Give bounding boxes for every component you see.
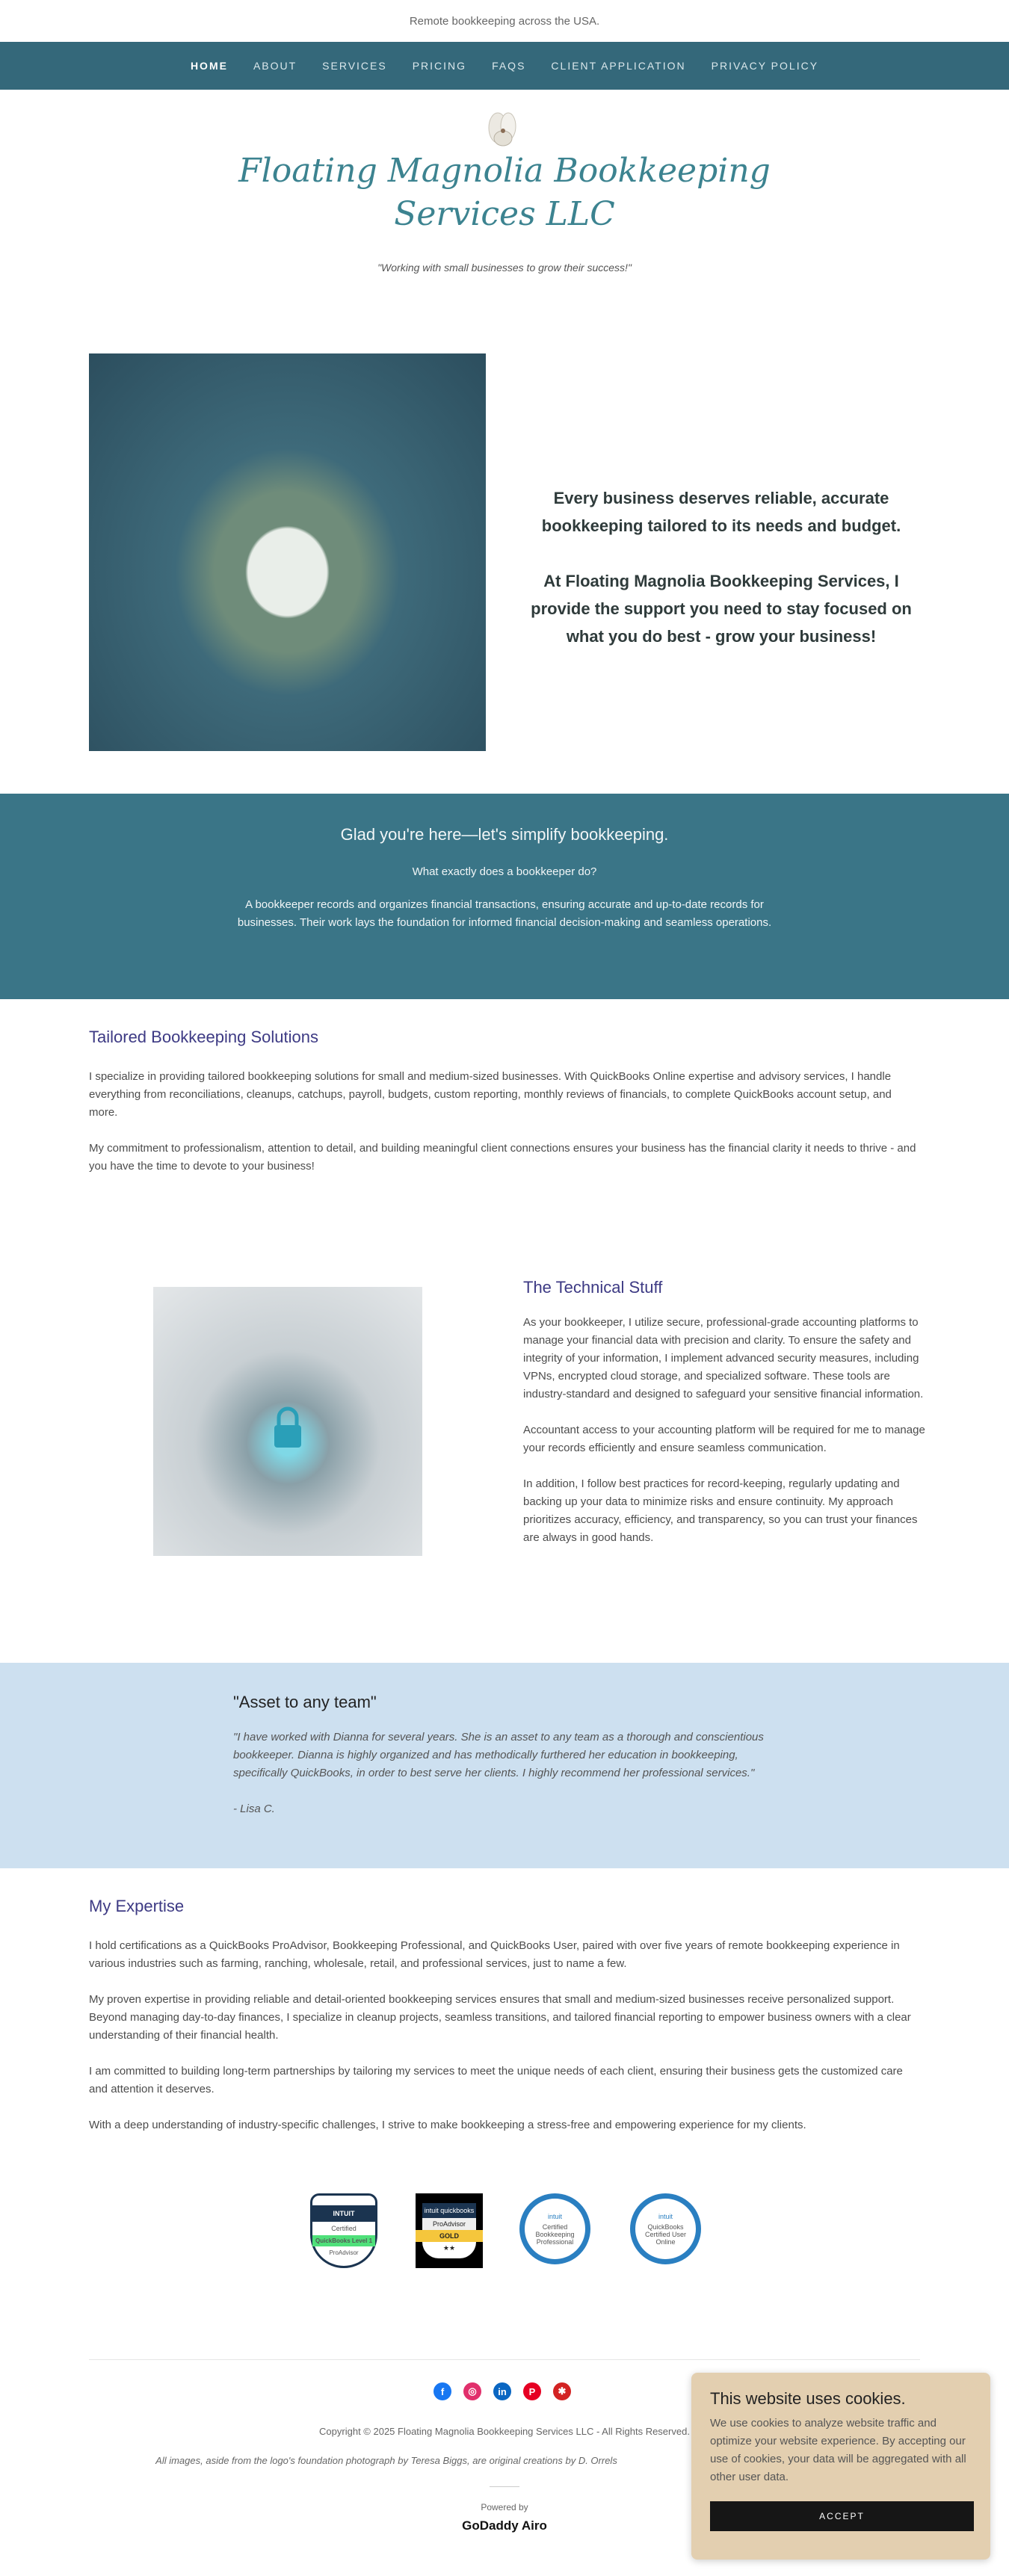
cookie-title: This website uses cookies.: [710, 2389, 906, 2408]
testimonial-section: [0, 1663, 1009, 1868]
tailored-paragraph: My commitment to professionalism, attention to detail, and building meaningful client connections ensures your business has the financial clarity it needs to thrive - and you have the time to devote to your business!: [89, 1142, 916, 1173]
nav-privacy-policy[interactable]: PRIVACY POLICY: [711, 60, 819, 72]
image-credits: All images, aside from the logo's foundation photograph by Teresa Biggs, are original creations by D. Orrels: [155, 2455, 617, 2466]
technical-paragraph: As your bookkeeper, I utilize secure, professional-grade accounting platforms to manage your financial data with precision and clarity. To ensure the safety and integrity of your information, I implement advanced security measures, including VPNs, encrypted cloud storage, and specialized software. These tools are industry-standard and designed to safeguard your sensitive financial information.: [523, 1316, 924, 1400]
footer-divider: [89, 2359, 920, 2360]
cookie-banner: [691, 2373, 990, 2560]
technical-paragraph: Accountant access to your accounting platform will be required for me to manage your records efficiently and ensure seamless communication.: [523, 1424, 925, 1454]
nav-home[interactable]: HOME: [190, 60, 228, 72]
badge-mid: ProAdvisor: [422, 2218, 476, 2230]
badge-bottom: ★★: [422, 2242, 476, 2258]
social-links: [433, 2382, 571, 2400]
main-nav: [0, 42, 1009, 90]
expertise-paragraph: With a deep understanding of industry-specific challenges, I strive to make bookkeeping a stress-free and empowering experience for my clients.: [89, 2119, 806, 2131]
expertise-section: [89, 1897, 920, 2152]
badge-mid: Certified: [331, 2225, 357, 2232]
testimonial-author: - Lisa C.: [233, 1803, 275, 1815]
yelp-icon[interactable]: ✱: [553, 2382, 571, 2400]
footer-small-divider: [490, 2486, 519, 2487]
technical-paragraph: In addition, I follow best practices for record-keeping, regularly updating and backing up your data to minimize risks and ensure continuity. My approach prioritizes accuracy, efficiency, and transparency, so you can trust your finances are always in good hands.: [523, 1477, 918, 1544]
intro-band: [0, 794, 1009, 999]
hero-text: [523, 484, 919, 650]
badge-quickbooks-level1: [310, 2193, 377, 2268]
technical-section: [523, 1278, 927, 1565]
cookie-text: We use cookies to analyze website traffic and optimize your website experience. By accepting our use of cookies, your data will be aggregated with all other user data.: [710, 2417, 966, 2483]
badge-mid: Certified Bookkeeping Professional: [535, 2223, 575, 2246]
tailored-section: [89, 1028, 920, 1193]
badge-band: GOLD: [416, 2230, 483, 2242]
hero-line-1: Every business deserves reliable, accurate bookkeeping tailored to its needs and budget.: [541, 489, 901, 535]
linkedin-icon[interactable]: in: [493, 2382, 511, 2400]
badge-top: intuit: [547, 2212, 562, 2220]
intro-heading: Glad you're here—let's simplify bookkeeping.: [340, 825, 669, 844]
intro-question: What exactly does a bookkeeper do?: [412, 865, 597, 878]
badge-band: QuickBooks Level 1: [312, 2235, 375, 2246]
tailored-paragraph: I specialize in providing tailored bookkeeping solutions for small and medium-sized businesses. With QuickBooks Online expertise and advisory services, I handle everything from reconciliations, cleanups, catchups, payroll, budgets, custom reporting, monthly reviews of financials, to complete QuickBooks account setup, and more.: [89, 1070, 892, 1119]
hero-magnolia-image: [89, 353, 486, 751]
intro-answer: A bookkeeper records and organizes financial transactions, ensuring accurate and up-to-date records for businesses. Their work lays the foundation for informed financial decision-making and seamless operations.: [237, 898, 772, 929]
badge-certified-bookkeeping-professional: [519, 2193, 590, 2264]
technical-security-image: [153, 1287, 422, 1556]
expertise-paragraph: I hold certifications as a QuickBooks ProAdvisor, Bookkeeping Professional, and QuickBooks User, paired with over five years of remote bookkeeping experience in various industries such as farming, ranching, wholesale, retail, and professional services, just to name a few.: [89, 1939, 900, 1970]
copyright: Copyright © 2025 Floating Magnolia Bookkeeping Services LLC - All Rights Reserved.: [319, 2426, 690, 2437]
accept-cookies-button[interactable]: ACCEPT: [710, 2501, 974, 2531]
nav-faqs[interactable]: FAQS: [492, 60, 526, 72]
announcement-text: Remote bookkeeping across the USA.: [409, 14, 600, 28]
testimonial-title: "Asset to any team": [233, 1693, 377, 1711]
expertise-paragraph: My proven expertise in providing reliable and detail-oriented bookkeeping services ensures that small and medium-sized businesses receive personalized support. Beyond managing day-to-day finances, I specialize in cleanup projects, seamless transitions, and tailored financial reporting to empower business owners with a clear understanding of their financial health.: [89, 1993, 911, 2042]
testimonial-quote: "I have worked with Dianna for several years. She is an asset to any team as a thorough and conscientious bookkeeper. Dianna is highly organized and has methodically furthered her education in bookkeeping, specifically QuickBooks, in order to best serve her clients. I highly recommend her professional services.": [233, 1731, 764, 1779]
nav-about[interactable]: ABOUT: [253, 60, 297, 72]
pinterest-icon[interactable]: P: [523, 2382, 541, 2400]
instagram-icon[interactable]: ◎: [463, 2382, 481, 2400]
lock-icon: [153, 1287, 422, 1556]
nav-pricing[interactable]: PRICING: [412, 60, 467, 72]
badge-top: intuit: [658, 2212, 673, 2220]
badge-proadvisor-gold: [416, 2193, 483, 2268]
facebook-icon[interactable]: f: [433, 2382, 451, 2400]
expertise-heading: My Expertise: [89, 1897, 185, 1915]
site-title: Floating Magnolia Bookkeeping Services LLC: [238, 152, 771, 233]
tailored-heading: Tailored Bookkeeping Solutions: [89, 1028, 318, 1046]
badge-quickbooks-certified-user: [630, 2193, 701, 2264]
tagline: "Working with small businesses to grow their success!": [377, 262, 632, 274]
hero-line-2: At Floating Magnolia Bookkeeping Services, I provide the support you need to stay focused on what you do best - grow your business!: [531, 572, 912, 646]
nav-client-application[interactable]: CLIENT APPLICATION: [551, 60, 686, 72]
badge-top: INTUIT: [312, 2205, 375, 2222]
godaddy-logo[interactable]: GoDaddy Airo: [462, 2518, 547, 2533]
badge-top: intuit quickbooks: [422, 2203, 476, 2218]
badge-mid: QuickBooks Certified User Online: [644, 2223, 686, 2246]
announcement-bar: [0, 0, 1009, 42]
badge-bottom: ProAdvisor: [329, 2249, 359, 2256]
expertise-paragraph: I am committed to building long-term partnerships by tailoring my services to meet the unique needs of each client, ensuring their business gets the customized care and attention it deserves.: [89, 2065, 903, 2095]
magnolia-logo-icon[interactable]: [477, 108, 529, 150]
powered-by: Powered by: [481, 2502, 528, 2512]
technical-heading: The Technical Stuff: [523, 1278, 663, 1297]
nav-services[interactable]: SERVICES: [322, 60, 387, 72]
